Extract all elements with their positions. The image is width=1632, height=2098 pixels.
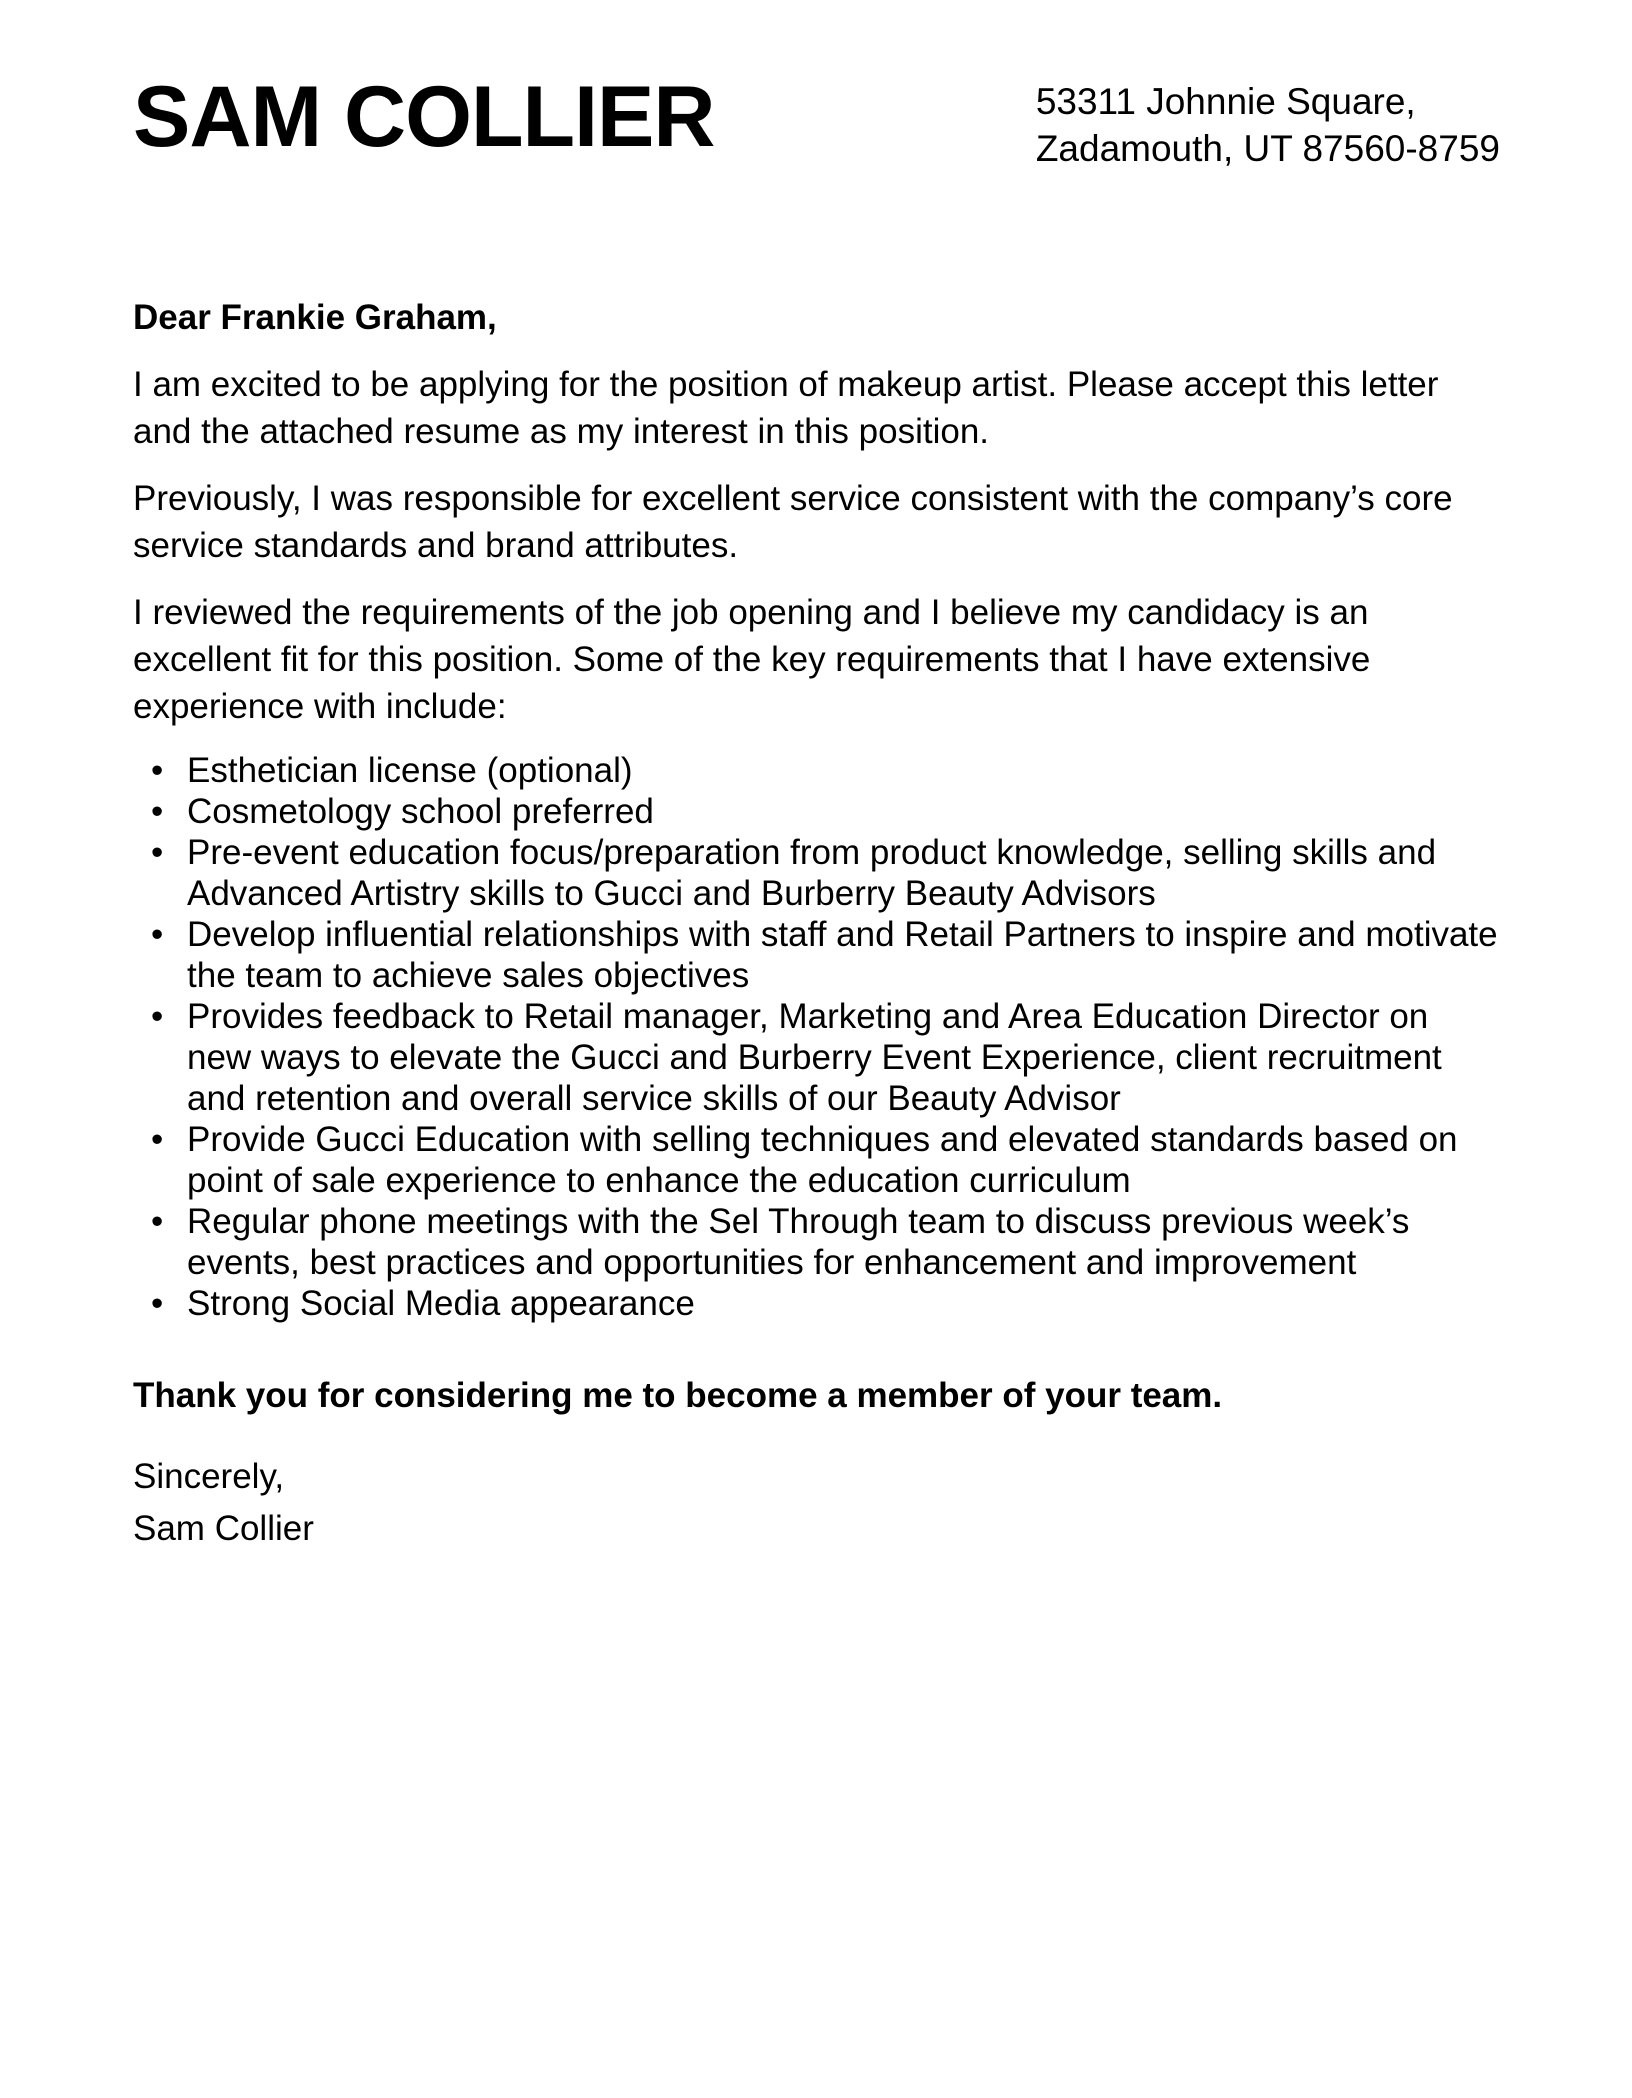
bullet-item: • Regular phone meetings with the Sel Through team to discuss previous week’s events, best practices and opportunities for enhancement and improvement — [133, 1201, 1500, 1283]
paragraph-intro: I am excited to be applying for the position of makeup artist. Please accept this letter and the attached resume as my interest in this position. — [133, 365, 1439, 451]
letter-body — [133, 294, 1500, 1555]
signature-name: Sam Collier — [133, 1509, 314, 1548]
paragraph-experience: Previously, I was responsible for excellent service consistent with the company’s core service standards and brand attributes. — [133, 479, 1453, 565]
requirements-bullet-list — [133, 750, 1500, 1324]
sender-address-block — [1036, 78, 1500, 172]
bullet-item: • Pre-event education focus/preparation from product knowledge, selling skills and Advanced Artistry skills to Gucci and Burberry Beauty Advisors — [133, 832, 1500, 914]
address-line-1: 53311 Johnnie Square, — [1035, 81, 1416, 122]
closing-salutation: Sincerely, — [133, 1457, 285, 1496]
letter-header — [133, 60, 1500, 172]
address-line-2: Zadamouth, UT 87560-8759 — [1035, 128, 1500, 169]
thank-you-line: Thank you for considering me to become a member of your team. — [133, 1376, 1223, 1415]
greeting-line: Dear Frankie Graham, — [133, 298, 497, 337]
bullet-item: • Provide Gucci Education with selling techniques and elevated standards based on point of sale experience to enhance the education curriculum — [133, 1119, 1500, 1201]
sender-name-heading: SAM COLLIER — [133, 69, 715, 165]
bullet-item: • Cosmetology school preferred — [133, 791, 1500, 832]
bullet-item: • Develop influential relationships with staff and Retail Partners to inspire and motivate the team to achieve sales objectives — [133, 914, 1500, 996]
bullet-item: • Provides feedback to Retail manager, Marketing and Area Education Director on new ways to elevate the Gucci and Burberry Event Experience, client recruitment and retention and overall service skills of our Beauty Advisor — [133, 996, 1500, 1119]
paragraph-requirements: I reviewed the requirements of the job opening and I believe my candidacy is an excellent fit for this position. Some of the key requirements that I have extensive experience with include: — [133, 593, 1371, 726]
bullet-item: • Esthetician license (optional) — [133, 750, 1500, 791]
bullet-item: • Strong Social Media appearance — [133, 1283, 1500, 1324]
closing-block — [133, 1451, 1500, 1555]
